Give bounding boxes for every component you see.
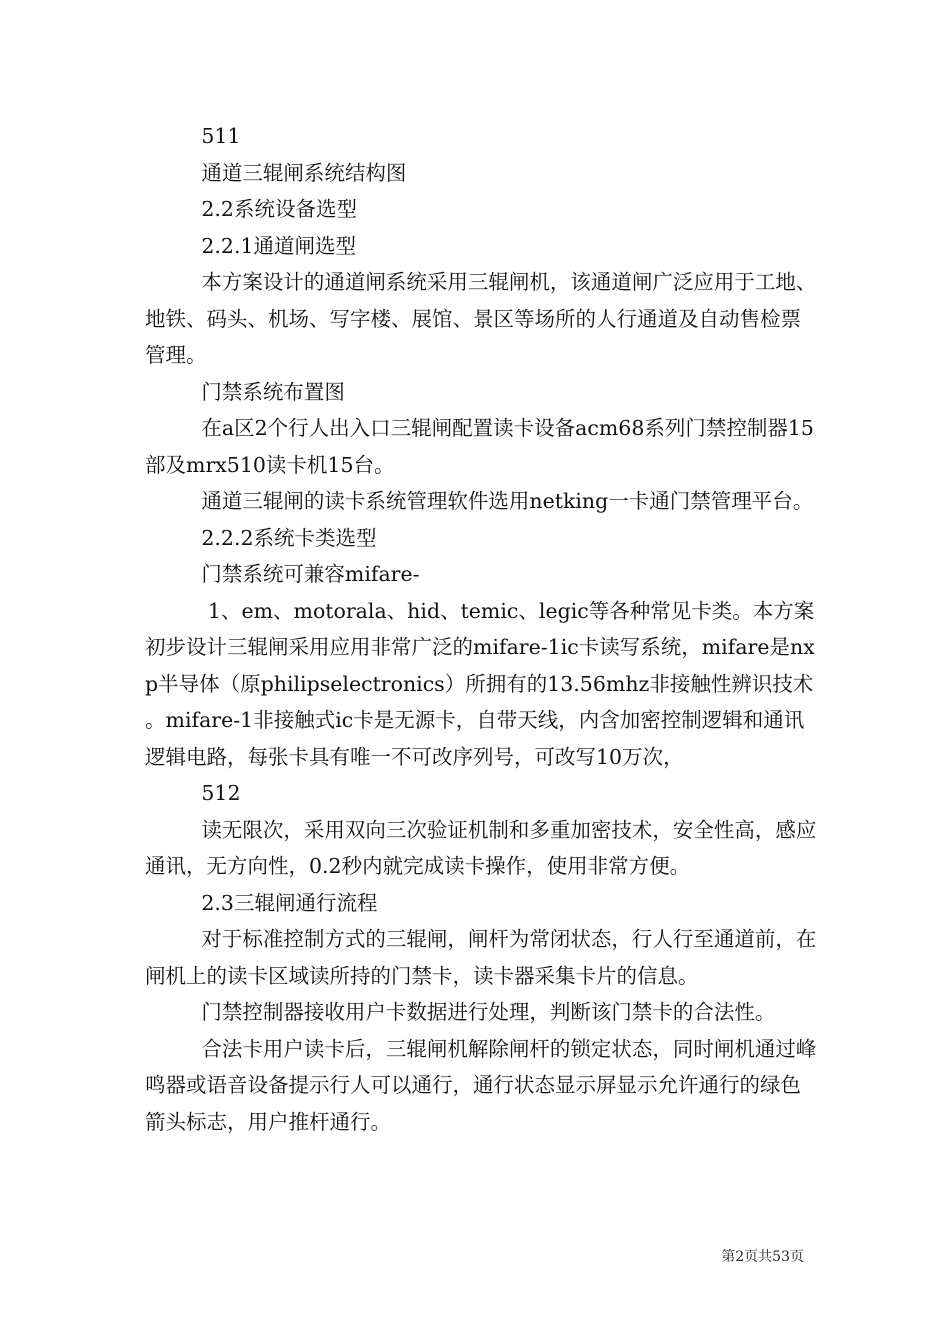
body-paragraph: 通道三辊闸的读卡系统管理软件选用netking一卡通门禁管理平台。 — [201, 489, 814, 513]
body-paragraph: 在a区2个行人出入口三辊闸配置读卡设备acm68系列门禁控制器15部及mrx510读卡机15台。 — [145, 416, 814, 477]
document-body — [145, 118, 817, 1140]
body-paragraph: 门禁系统可兼容mifare- — [201, 562, 420, 586]
page-number-marker: 512 — [201, 781, 241, 805]
body-paragraph: 门禁控制器接收用户卡数据进行处理，判断该门禁卡的合法性。 — [201, 1000, 776, 1024]
figure-caption: 通道三辊闸系统结构图 — [201, 160, 407, 185]
page-number-marker: 511 — [201, 124, 241, 148]
body-paragraph: 1、em、motorala、hid、temic、legic等各种常见卡类。本方案初步设计三辊闸采用应用非常广泛的mifare-1ic卡读写系统，mifare是nxp半导体（原philipselectronics）所拥有的13.56mhz非接触性辨识技术。mifare-1非接触式ic卡是无源卡，自带天线，内含加密控制逻辑和通讯逻辑电路，每张卡具有唯一不可改序列号，可改写10万次， — [145, 598, 815, 769]
subsection-heading: 2.2.1通道闸选型 — [201, 233, 357, 258]
section-heading: 2.2系统设备选型 — [201, 197, 357, 221]
subsection-heading: 2.2.2系统卡类选型 — [201, 525, 377, 550]
section-heading: 2.3三辊闸通行流程 — [201, 890, 378, 915]
body-paragraph: 读无限次，采用双向三次验证机制和多重加密技术，安全性高，感应通讯，无方向性，0.2秒内就完成读卡操作，使用非常方便。 — [145, 817, 817, 878]
body-paragraph: 合法卡用户读卡后，三辊闸机解除闸杆的锁定状态，同时闸机通过峰鸣器或语音设备提示行人可以通行，通行状态显示屏显示允许通行的绿色箭头标志，用户推杆通行。 — [145, 1036, 817, 1134]
body-paragraph: 本方案设计的通道闸系统采用三辊闸机，该通道闸广泛应用于工地、地铁、码头、机场、写字楼、展馆、景区等场所的人行通道及自动售检票管理。 — [145, 270, 817, 367]
figure-caption: 门禁系统布置图 — [201, 379, 345, 404]
page-footer: 第2页共53页 — [721, 1249, 804, 1265]
body-paragraph: 对于标准控制方式的三辊闸，闸杆为常闭状态，行人行至通道前，在闸机上的读卡区域读所持的门禁卡，读卡器采集卡片的信息。 — [145, 927, 817, 988]
